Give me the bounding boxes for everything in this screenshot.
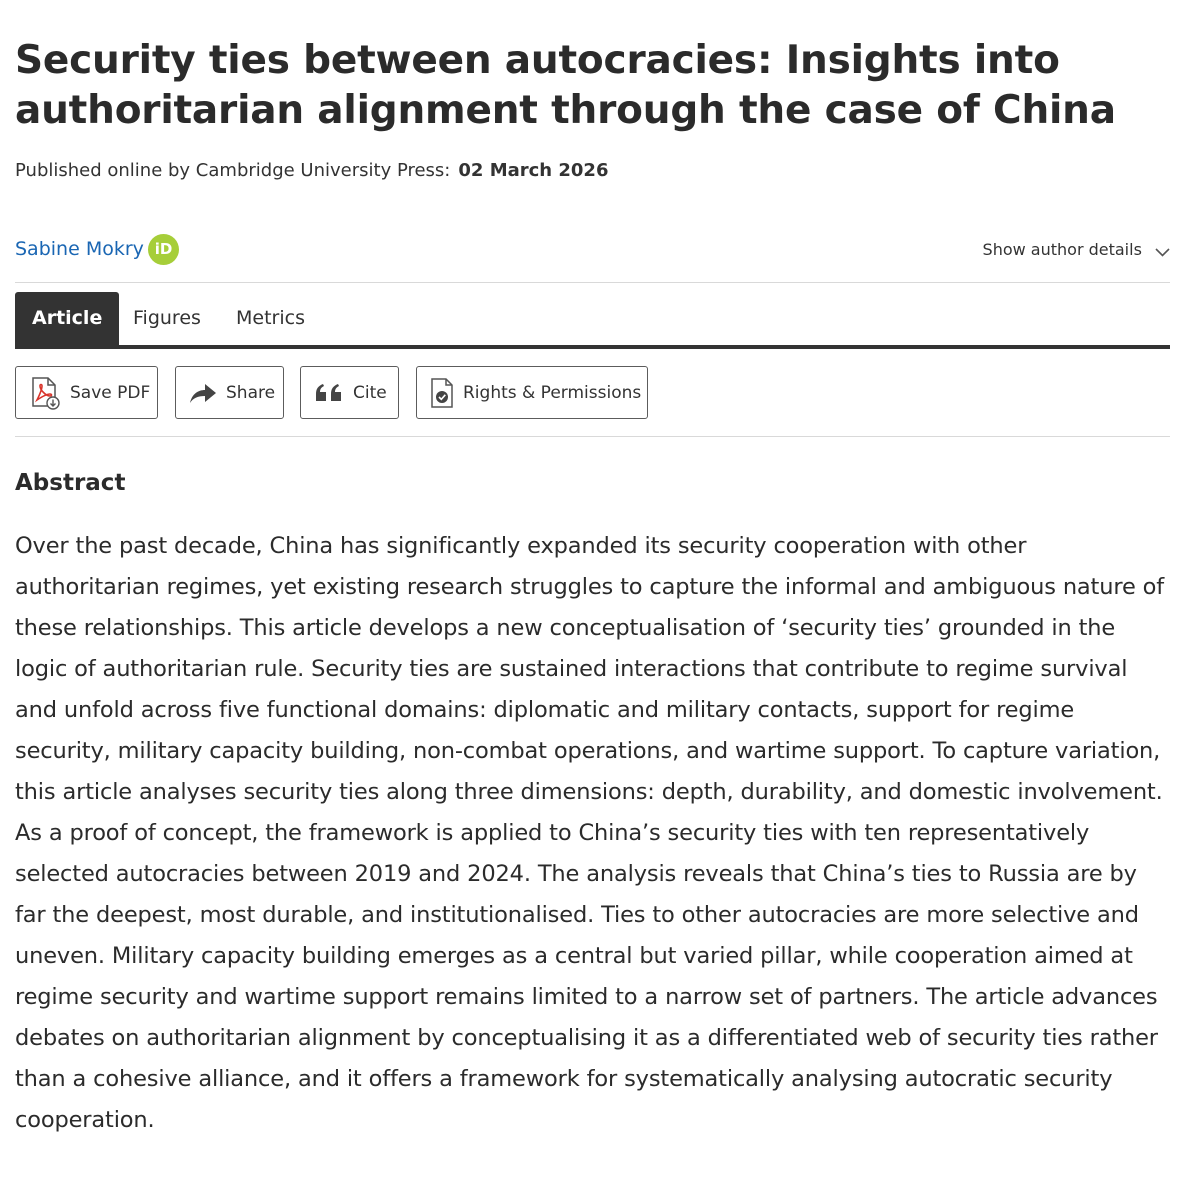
share-label: Share [226, 382, 276, 403]
divider [15, 282, 1170, 283]
published-label: Published online by Cambridge University Press: [15, 160, 451, 181]
share-arrow-icon [189, 382, 217, 404]
action-toolbar [15, 366, 1170, 419]
save-pdf-label: Save PDF [70, 382, 151, 403]
author-link[interactable]: Sabine Mokry [15, 238, 144, 260]
tab-article[interactable]: Article [15, 292, 119, 345]
save-pdf-button[interactable] [15, 366, 158, 419]
document-check-icon [430, 377, 454, 409]
pdf-file-icon [29, 376, 61, 410]
tab-underline [15, 345, 1170, 349]
show-author-details-label: Show author details [982, 240, 1142, 259]
rights-permissions-button[interactable] [416, 366, 648, 419]
abstract-text: Over the past decade, China has significantly expanded its security cooperation with other authoritarian regimes, yet existing research struggles to capture the informal and ambiguous nature of these relationships. This article develops a new conceptualisation of ‘security ties’ grounded in the logic of authoritarian rule. Security ties are sustained interactions that contribute to regime survival and unfold across five functional domains: diplomatic and military contacts, support for regime security, military capacity building, non-combat operations, and wartime support. To capture variation, this article analyses security ties along three dimensions: depth, durability, and domestic involvement. As a proof of concept, the framework is applied to China’s security ties with ten representatively selected autocracies between 2019 and 2024. The analysis reveals that China’s ties to Russia are by far the deepest, most durable, and institutionalised. Ties to other autocracies are more selective and uneven. Military capacity building emerges as a central but varied pillar, while cooperation aimed at regime security and wartime support remains limited to a narrow set of partners. The article advances debates on authoritarian alignment by conceptualising it as a differentiated web of security ties rather than a cohesive alliance, and it offers a framework for systematically analysing autocratic security cooperation. [15, 533, 1165, 1133]
cite-label: Cite [353, 382, 387, 403]
orcid-icon[interactable]: iD [148, 234, 179, 265]
chevron-down-icon [1155, 248, 1170, 257]
divider [15, 436, 1170, 437]
rights-permissions-label: Rights & Permissions [463, 382, 642, 403]
publication-line [15, 158, 608, 184]
author-row [15, 234, 1170, 268]
quote-icon [314, 383, 344, 403]
article-tabs [15, 292, 1170, 349]
share-button[interactable] [175, 366, 284, 419]
tab-metrics[interactable]: Metrics [236, 307, 305, 329]
article-title: Security ties between autocracies: Insights into authoritarian alignment through the case of China [15, 38, 1116, 133]
tab-figures[interactable]: Figures [133, 307, 201, 329]
cite-button[interactable] [300, 366, 399, 419]
show-author-details-toggle[interactable] [983, 240, 1170, 259]
published-date: 02 March 2026 [458, 160, 609, 181]
abstract-heading: Abstract [15, 470, 126, 496]
